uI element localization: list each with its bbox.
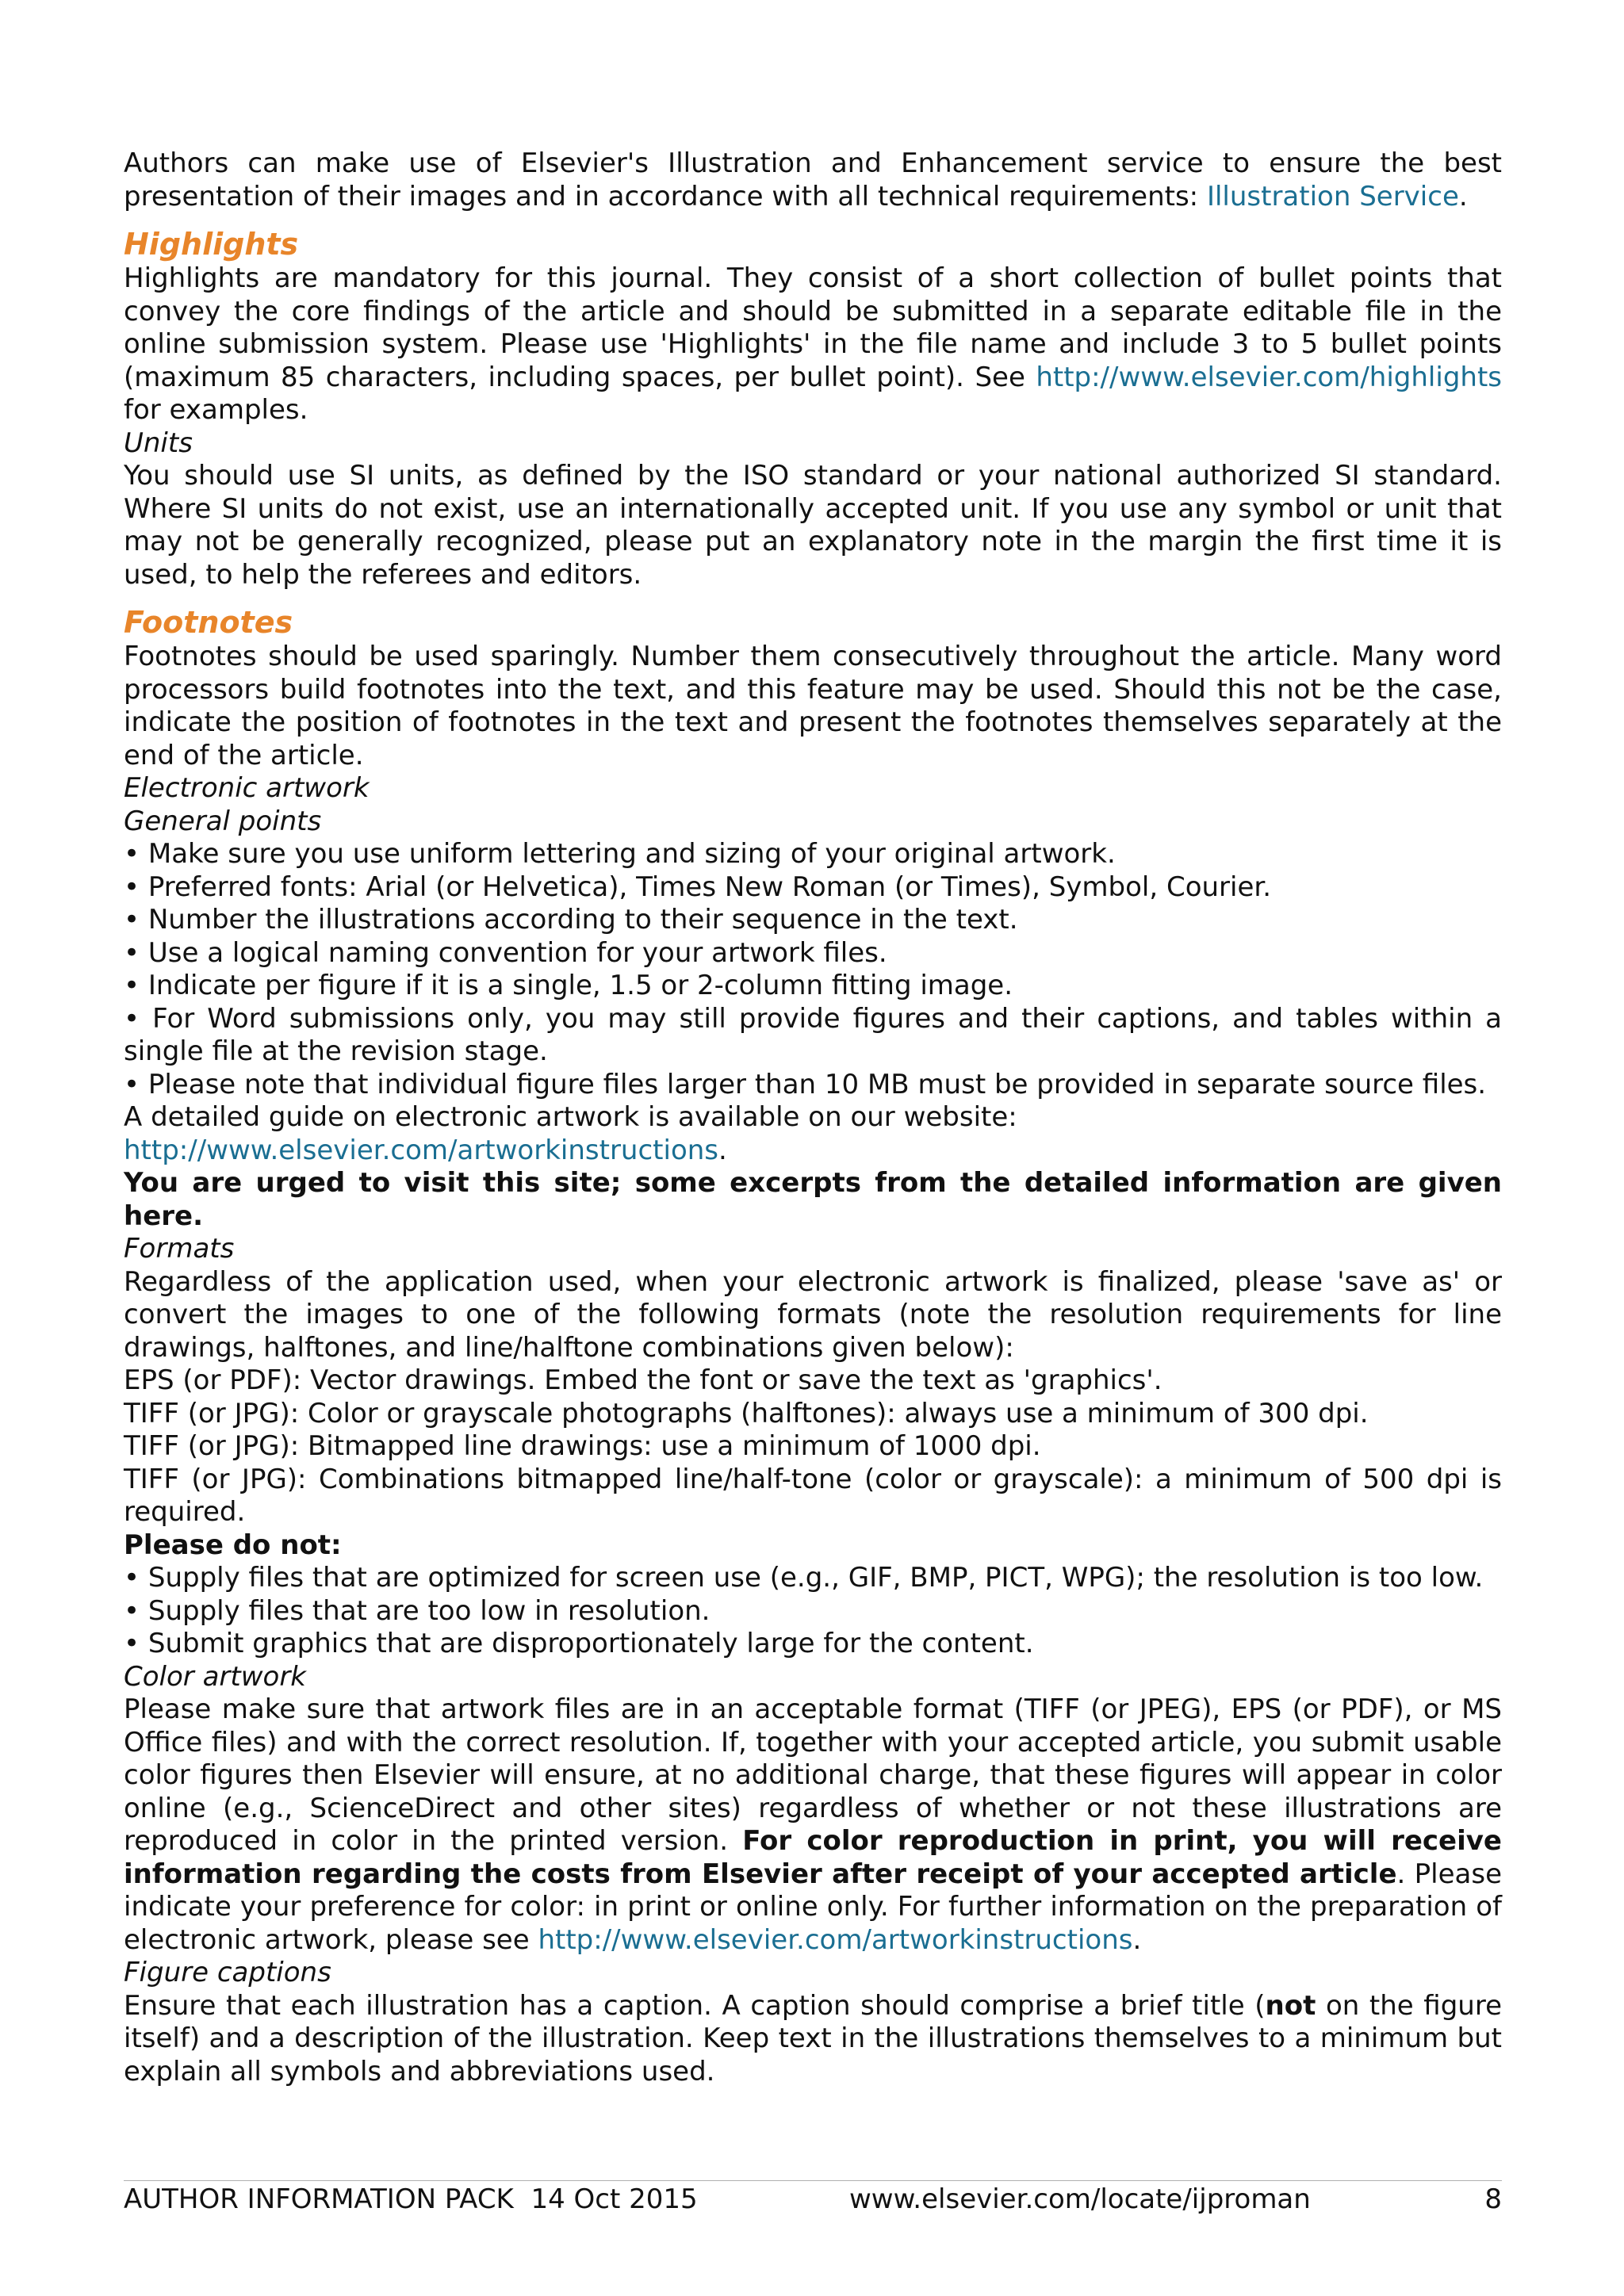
artwork-instructions-link[interactable]: http://www.elsevier.com/artworkinstructions: [538, 1923, 1133, 1956]
intro-end: .: [1458, 180, 1468, 212]
list-item: • Use a logical naming convention for your artwork files.: [124, 936, 887, 969]
highlights-paragraph: [124, 262, 1502, 427]
list-item: • Please note that individual figure files larger than 10 MB must be provided in separate source files.: [124, 1068, 1487, 1100]
list-item: • Indicate per figure if it is a single, 1.5 or 2-column fitting image.: [124, 970, 1013, 1001]
color-text: . Please indicate your preference for color: in print or online only. For further information on the preparation of electronic artwork, please see: [124, 1858, 1502, 1956]
color-artwork-heading: Color artwork: [124, 1660, 306, 1693]
guide-end: .: [718, 1134, 727, 1166]
units-paragraph: You should use SI units, as defined by the ISO standard or your national authorized SI standard. Where SI units do not exist, use an internationally accepted unit. If you use any symbol or unit that may not be generally recognized, please put an explanatory note in the margin the first time it is used, to help the referees and editors.: [124, 460, 1502, 591]
color-text: Please make sure that artwork files are in an acceptable format (TIFF (or JPEG), EPS (or PDF), or MS Office files) and with the correct resolution. If, together with your accepted article, you submit usable color figures then Elsevier will ensure, at no additional charge, that these figures will appear in color online (e.g., ScienceDirect and other sites) regardless of whether or not these illustrations are reproduced in color in the printed version.: [124, 1693, 1502, 1857]
urge-text: You are urged to visit this site; some excerpts from the detailed information are given here.: [124, 1167, 1502, 1232]
highlights-end: for examples.: [124, 394, 308, 426]
illustration-service-link[interactable]: Illustration Service: [1206, 180, 1459, 212]
format-line: TIFF (or JPG): Combinations bitmapped line/half-tone (color or grayscale): a minimum of 500 dpi is required.: [124, 1463, 1502, 1528]
figure-captions-paragraph: [124, 1990, 1502, 2089]
list-item: • Preferred fonts: Arial (or Helvetica), Times New Roman (or Times), Symbol, Courier.: [124, 871, 1272, 903]
artwork-instructions-link[interactable]: http://www.elsevier.com/artworkinstructions: [124, 1134, 719, 1166]
color-bold-text: For color reproduction in print, you will receive information regarding the costs from Elsevier after receipt of your accepted article: [124, 1825, 1502, 1890]
captions-bold-text: not: [1265, 1989, 1316, 2022]
captions-text: Ensure that each illustration has a caption. A caption should comprise a brief title (: [124, 1989, 1266, 2022]
artwork-guide-text: A detailed guide on electronic artwork is available on our website:: [124, 1101, 1017, 1133]
list-item: • Make sure you use uniform lettering and sizing of your original artwork.: [124, 838, 1116, 870]
list-item: • Submit graphics that are disproportionately large for the content.: [124, 1628, 1034, 1659]
highlights-heading: Highlights: [124, 227, 299, 262]
formats-paragraph: Regardless of the application used, when your electronic artwork is finalized, please 'save as' or convert the images to one of the following formats (note the resolution requirements for line drawings, halftones, and line/halftone combinations given below):: [124, 1265, 1502, 1364]
highlights-text: Highlights are mandatory for this journal. They consist of a short collection of bullet points that convey the core findings of the article and should be submitted in a separate editable file in the online submission system. Please use 'Highlights' in the file name and include 3 to 5 bullet points (maximum 85 characters, including spaces, per bullet point). See: [124, 262, 1502, 393]
figure-captions-heading: Figure captions: [124, 1957, 331, 1988]
artwork-guide-line: [124, 1135, 1502, 1168]
footer-title: AUTHOR INFORMATION PACK 14 Oct 2015: [124, 2183, 698, 2215]
format-line: TIFF (or JPG): Color or grayscale photographs (halftones): always use a minimum of 300 dpi.: [124, 1397, 1369, 1429]
general-points-heading: General points: [124, 805, 322, 837]
list-item: • Number the illustrations according to their sequence in the text.: [124, 904, 1018, 936]
captions-text: on the figure itself) and a description of the illustration. Keep text in the illustrations themselves to a minimum but explain all symbols and abbreviations used.: [124, 1989, 1502, 2087]
page-body: [124, 147, 1502, 2088]
intro-paragraph: [124, 147, 1502, 213]
footnotes-heading: Footnotes: [124, 605, 293, 640]
please-do-not-heading: Please do not:: [124, 1529, 342, 1561]
list-item: • Supply files that are too low in resolution.: [124, 1594, 710, 1627]
format-line: EPS (or PDF): Vector drawings. Embed the font or save the text as 'graphics'.: [124, 1364, 1162, 1396]
list-item: • For Word submissions only, you may still provide figures and their captions, and tables within a single file at the revision stage.: [124, 1002, 1502, 1067]
format-line: TIFF (or JPG): Bitmapped line drawings: use a minimum of 1000 dpi.: [124, 1430, 1041, 1462]
page-number: 8: [1484, 2183, 1502, 2215]
color-end: .: [1132, 1923, 1142, 1956]
page-footer: [124, 2180, 1502, 2215]
color-artwork-paragraph: [124, 1693, 1502, 1957]
footer-url: www.elsevier.com/locate/ijproman: [849, 2183, 1311, 2215]
list-item: • Supply files that are optimized for screen use (e.g., GIF, BMP, PICT, WPG); the resolution is too low.: [124, 1562, 1484, 1594]
highlights-link[interactable]: http://www.elsevier.com/highlights: [1036, 361, 1502, 393]
formats-heading: Formats: [124, 1233, 235, 1265]
intro-text: Authors can make use of Elsevier's Illustration and Enhancement service to ensure the best presentation of their images and in accordance with all technical requirements:: [124, 147, 1502, 212]
electronic-artwork-heading: Electronic artwork: [124, 772, 370, 804]
footnotes-paragraph: Footnotes should be used sparingly. Number them consecutively throughout the article. Many word processors build footnotes into the text, and this feature may be used. Should this not be the case, indicate the position of footnotes in the text and present the footnotes themselves separately at the end of the article.: [124, 641, 1502, 771]
units-heading: Units: [124, 427, 193, 459]
